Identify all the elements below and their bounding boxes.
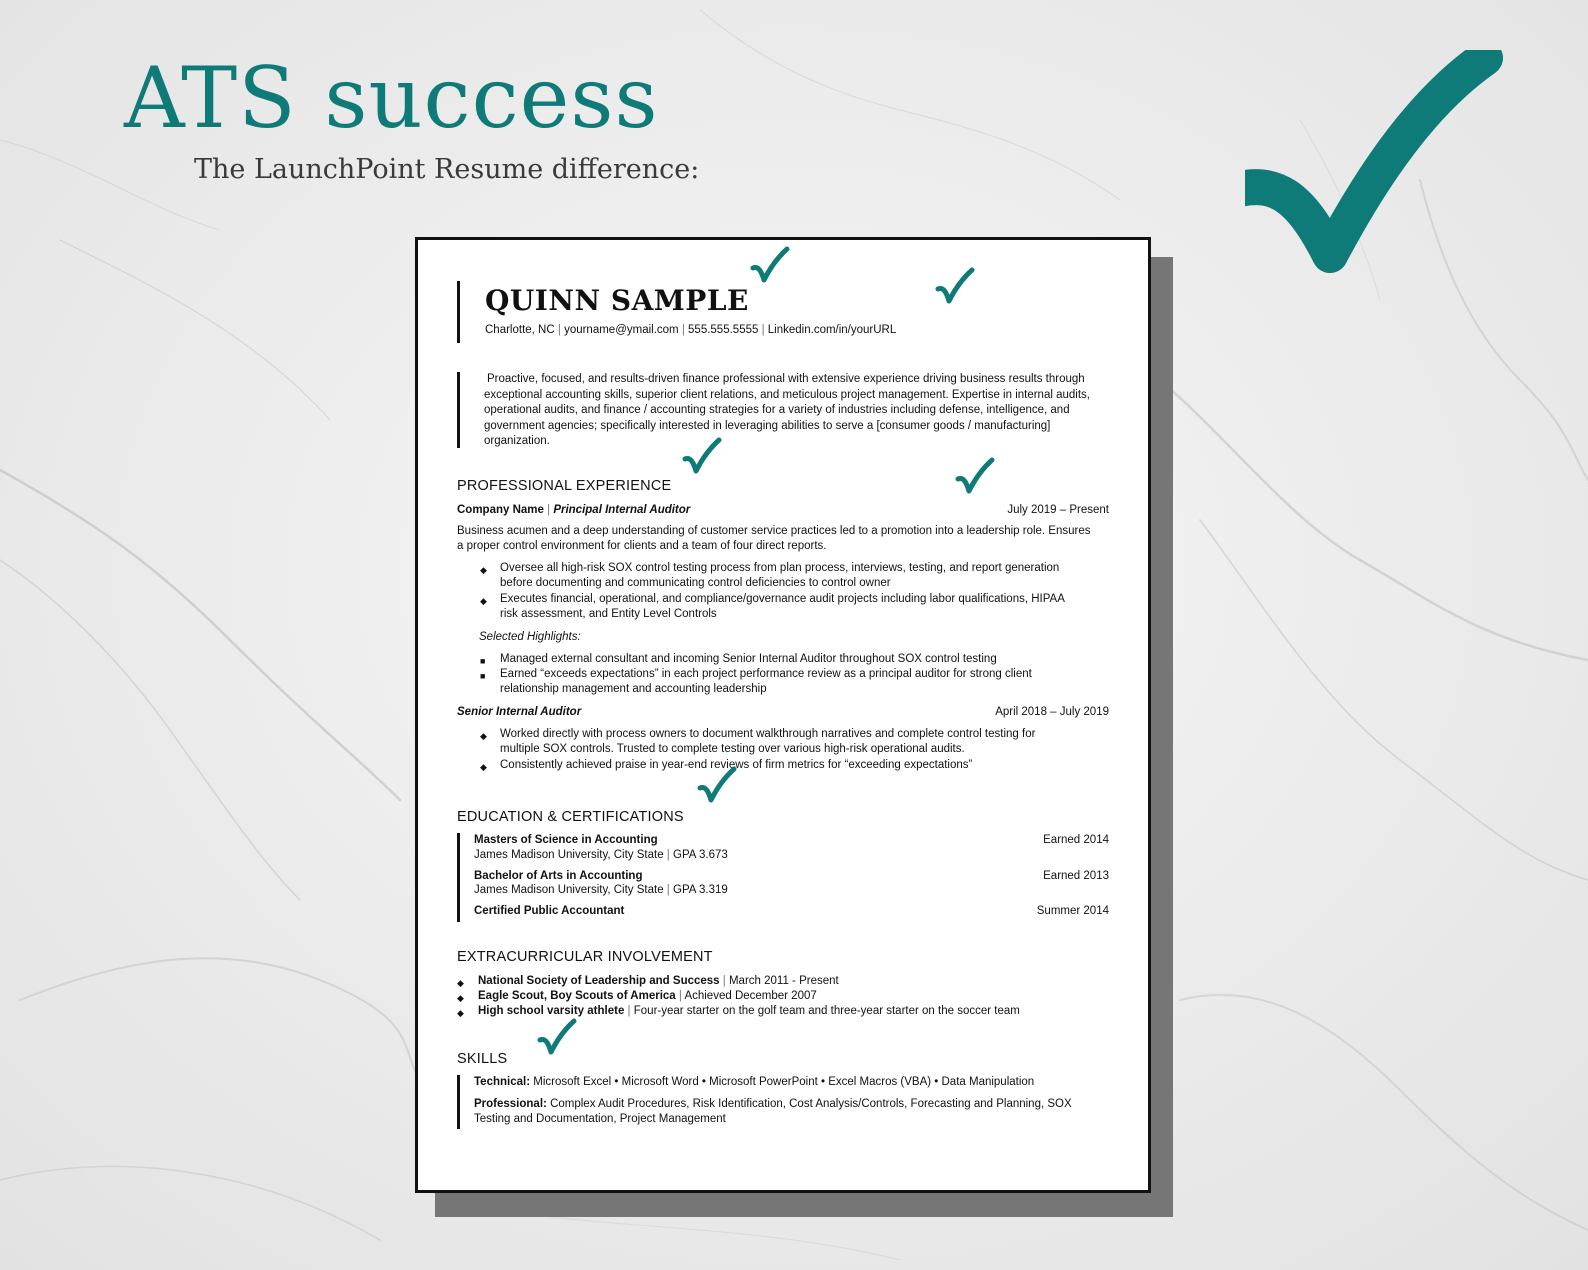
header-bar [457, 281, 460, 343]
list-item: Eagle Scout, Boy Scouts of America | Achieved December 2007 [478, 990, 817, 1002]
resume-sheet [415, 237, 1151, 1193]
bullet-icon: ◆ [480, 565, 487, 575]
date-masters: Earned 2014 [1043, 834, 1109, 846]
check-icon [955, 457, 995, 497]
cert-cpa: Certified Public Accountant [474, 905, 625, 917]
list-item: Executes financial, operational, and compliance/governance audit projects including labor qualifications, HIPAA [500, 593, 1065, 605]
dates-senior: April 2018 – July 2019 [995, 706, 1109, 718]
summary-bar [457, 372, 460, 448]
list-item: risk assessment, and Entity Level Controls [500, 608, 717, 620]
description-line-1: Business acumen and a deep understanding of customer service practices led to a promotion into a leadership role. Ensures [457, 525, 1091, 537]
list-item: multiple SOX controls. Trusted to complete testing over various high-risk operational audits. [500, 743, 965, 755]
banner-subtitle: The LaunchPoint Resume difference: [194, 154, 700, 185]
contact-phone: 555.555.5555 [688, 324, 759, 336]
bullet-icon: ◆ [457, 1008, 464, 1018]
extracurricular-heading: EXTRACURRICULAR INVOLVEMENT [457, 949, 713, 965]
date-bachelors: Earned 2013 [1043, 870, 1109, 882]
list-item: National Society of Leadership and Success | March 2011 - Present [478, 975, 839, 987]
degree-masters: Masters of Science in Accounting [474, 834, 658, 846]
skills-professional: Professional: Complex Audit Procedures, Risk Identification, Cost Analysis/Controls, Forecasting and Planning, SOX [474, 1098, 1072, 1110]
role-principal: Principal Internal Auditor [553, 504, 691, 516]
education-heading: EDUCATION & CERTIFICATIONS [457, 809, 684, 825]
school-bachelors-line: James Madison University, City State | GPA 3.319 [474, 884, 728, 896]
bullet-icon: ■ [480, 671, 486, 681]
bullet-icon: ◆ [457, 978, 464, 988]
job-title-line: Company Name | Principal Internal Auditor [457, 504, 691, 516]
description-line-2: a proper control environment for clients and a team of four direct reports. [457, 540, 827, 552]
education-bar [457, 833, 460, 922]
list-item: Managed external consultant and incoming Senior Internal Auditor throughout SOX control testing [500, 653, 997, 665]
skills-bar [457, 1075, 460, 1129]
check-icon [750, 246, 790, 286]
skills-technical: Technical: Microsoft Excel • Microsoft Word • Microsoft PowerPoint • Excel Macros (VBA) • Data Manipulation [474, 1076, 1035, 1088]
skills-heading: SKILLS [457, 1051, 508, 1067]
check-icon [682, 437, 722, 477]
check-icon [935, 267, 975, 307]
date-cpa: Summer 2014 [1036, 905, 1109, 917]
school-masters-line: James Madison University, City State | GPA 3.673 [474, 849, 728, 861]
skills-professional-cont: Testing and Documentation, Project Management [474, 1113, 726, 1125]
list-item: relationship management and accounting leadership [500, 683, 767, 695]
check-icon [537, 1018, 577, 1058]
experience-heading: PROFESSIONAL EXPERIENCE [457, 478, 672, 494]
banner-title: ATS success [124, 49, 659, 147]
list-item: Worked directly with process owners to document walkthrough narratives and complete control testing for [500, 728, 1036, 740]
list-item: Earned “exceeds expectations” in each project performance review as a principal auditor for strong client [500, 668, 1032, 680]
check-icon [697, 766, 737, 806]
list-item: Oversee all high-risk SOX control testing process from plan process, interviews, testing, and report generation [500, 562, 1060, 574]
contact-linkedin[interactable]: Linkedin.com/in/yourURL [767, 324, 897, 336]
list-item: High school varsity athlete | Four-year starter on the golf team and three-year starter on the soccer team [478, 1005, 1020, 1017]
bullet-icon: ◆ [480, 731, 487, 741]
contact-location: Charlotte, NC [485, 324, 555, 336]
bullet-icon: ◆ [457, 993, 464, 1003]
large-check-icon [1245, 50, 1505, 320]
highlights-label: Selected Highlights: [479, 631, 581, 643]
role-senior: Senior Internal Auditor [457, 706, 582, 718]
list-item: before documenting and communicating control deficiencies to control owner [500, 577, 891, 589]
bullet-icon: ■ [480, 656, 486, 666]
resume-name: QUINN SAMPLE [485, 284, 749, 317]
bullet-icon: ◆ [480, 762, 487, 772]
bullet-icon: ◆ [480, 596, 487, 606]
summary-text: Proactive, focused, and results-driven finance professional with extensive experience driving business results through exceptional accounting skills, superior client relations, and meticulous project management. Expertise in internal audits, operational audits, and finance / accounting strategies for a variety of industries including defense, intelligence, and government agencies; specifically interested in leveraging abilities to serve a [consumer goods / manufacturing] organization. [484, 373, 1090, 447]
company-name: Company Name [457, 504, 544, 516]
dates-principal: July 2019 – Present [1007, 504, 1109, 516]
degree-bachelors: Bachelor of Arts in Accounting [474, 870, 643, 882]
contact-email[interactable]: yourname@ymail.com [564, 324, 679, 336]
list-item: Consistently achieved praise in year-end reviews of firm metrics for “exceeding expectations” [500, 759, 973, 771]
contact-line: Charlotte, NC | yourname@ymail.com | 555.555.5555 | Linkedin.com/in/yourURL [485, 324, 897, 336]
